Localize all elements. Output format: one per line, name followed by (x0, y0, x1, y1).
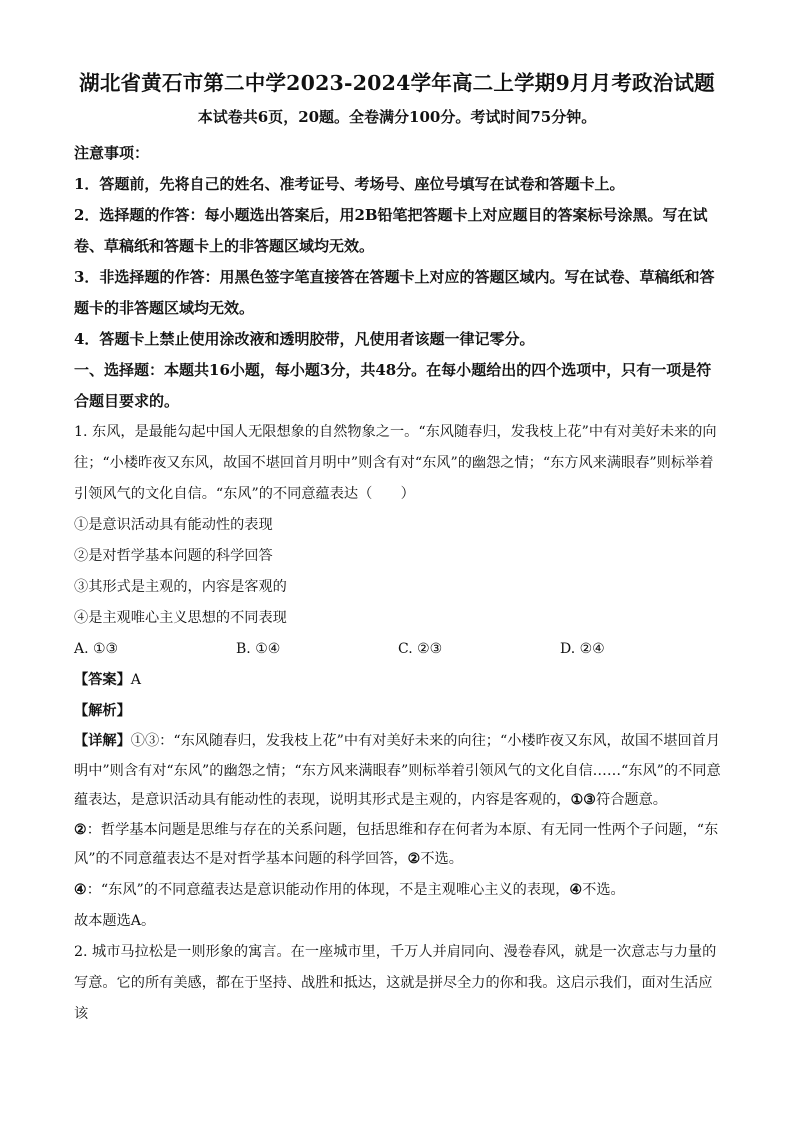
notice-item: 1．答题前，先将自己的姓名、准考证号、考场号、座位号填写在试卷和答题卡上。 (74, 175, 625, 193)
detail-text: ：哲学基本问题是思维与存在的关系问题，包括思维和存在何者为本原、有无同一性两个子问题，“东风”的不同意蕴表达不是对哲学基本问题的科学回答， (74, 821, 719, 867)
conclusion: 故本题选A。 (74, 912, 156, 929)
answer-line (74, 665, 724, 696)
section-heading: 一、选择题：本题共16小题，每小题3分，共48分。在每小题给出的四个选项中，只有一项是符合题目要求的。 (74, 361, 712, 410)
question-1-statement: ①是意识活动具有能动性的表现 (74, 517, 273, 533)
detail-paragraph-2 (74, 816, 724, 875)
detail-paragraph-1 (74, 727, 724, 816)
exam-info: 本试卷共6页，20题。全卷满分100分。考试时间75分钟。 (197, 108, 597, 126)
answer-label: 【答案】 (74, 672, 131, 688)
answer-value: A (130, 672, 142, 688)
detail-label: 【详解】 (74, 733, 131, 749)
option-c: C. ②③ (398, 641, 443, 657)
detail-mark: ② (407, 851, 421, 867)
detail-text: ①③：“东风随春归，发我枝上花”中有对美好未来的向往；“小楼昨夜又东风，故国不堪回首月明中”则含有对“东风”的幽怨之情；“东方风来满眼春”则标举着引领风气的文化自信……“东风”的不同意蕴表达，是意识活动具有能动性的表现，说明其形式是主观的，内容是客观的， (74, 733, 721, 808)
option-d: D. ②④ (560, 641, 605, 657)
document-body (74, 138, 724, 1030)
question-1-statement: ④是主观唯心主义思想的不同表现 (74, 610, 287, 626)
detail-text: 不选。 (420, 851, 463, 867)
detail-mark: ④ (569, 881, 583, 898)
question-1-options (74, 634, 724, 665)
detail-text: ：“东风”的不同意蕴表达是意识能动作用的体现，不是主观唯心主义的表现， (86, 881, 570, 898)
question-1-statement: ②是对哲学基本问题的科学回答 (74, 548, 273, 564)
page-title: 湖北省黄石市第二中学2023-2024学年高二上学期9月月考政治试题 (79, 71, 715, 95)
detail-text: 符合题意。 (596, 792, 667, 808)
question-1-stem: 1. 东风，是最能勾起中国人无限想象的自然物象之一。“东风随春归，发我枝上花”中有对美好未来的向往；“小楼昨夜又东风，故国不堪回首月明中”则含有对“东风”的幽怨之情；“东方风来满眼春”则标举着引领风气的文化自信。“东风”的不同意蕴表达（ ） (74, 424, 717, 502)
detail-mark: ④ (74, 881, 87, 898)
question-1-statement: ③其形式是主观的，内容是客观的 (74, 579, 287, 595)
analysis-line (74, 696, 724, 727)
notice-item: 2．选择题的作答：每小题选出答案后，用2B铅笔把答题卡上对应题目的答案标号涂黑。写在试卷、草稿纸和答题卡上的非答题区域均无效。 (74, 206, 708, 255)
notice-heading: 注意事项： (74, 144, 150, 162)
detail-mark: ①③ (570, 792, 597, 808)
notice-item: 4．答题卡上禁止使用涂改液和透明胶带，凡使用者该题一律记零分。 (74, 330, 535, 348)
detail-text: 不选。 (582, 881, 625, 898)
question-2-stem: 2. 城市马拉松是一则形象的寓言。在一座城市里，千万人并肩同向、漫卷春风，就是一次意志与力量的写意。它的所有美感，都在于坚持、战胜和抵达，这就是拼尽全力的你和我。这启示我们，面对生活应该 (74, 943, 717, 1022)
detail-mark: ② (74, 821, 87, 838)
option-b: B. ①④ (236, 641, 281, 657)
option-a: A. ①③ (74, 641, 119, 657)
detail-paragraph-3 (74, 875, 724, 906)
analysis-label: 【解析】 (74, 703, 131, 719)
notice-item: 3．非选择题的作答：用黑色签字笔直接答在答题卡上对应的答题区域内。写在试卷、草稿纸和答题卡的非答题区域均无效。 (74, 268, 715, 317)
